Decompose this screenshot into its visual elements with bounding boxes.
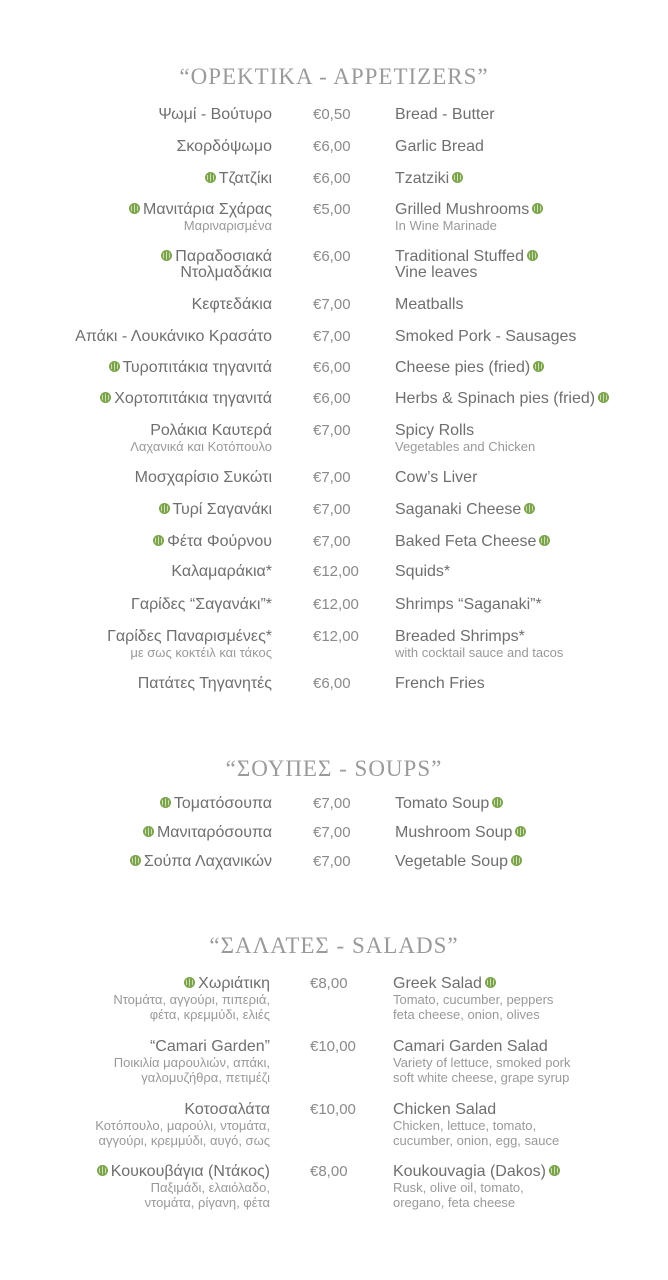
greek-name bbox=[75, 329, 272, 345]
english-name-line bbox=[395, 502, 538, 518]
greek-name-text: Απάκι - Λουκάνικο Κρασάτο bbox=[75, 328, 272, 345]
greek-description: ντομάτα, ρίγανη, φέτα bbox=[144, 1195, 270, 1210]
price: €7,00 bbox=[313, 469, 351, 486]
greek-description: με σως κοκτέιλ και τάκος bbox=[130, 645, 272, 660]
english-name-text: Shrimps “Saganaki”* bbox=[395, 596, 542, 613]
english-name-line bbox=[395, 265, 541, 281]
price: €6,00 bbox=[313, 248, 351, 265]
english-name bbox=[395, 249, 541, 281]
greek-description: Μαριναρισμένα bbox=[183, 218, 272, 233]
greek-name-text: Τυροπιτάκια τηγανιτά bbox=[122, 359, 272, 376]
english-name-line bbox=[393, 1102, 559, 1118]
greek-name-text: Μανιταρόσουπα bbox=[156, 824, 272, 841]
vegan-leaf-icon bbox=[153, 535, 164, 546]
english-name bbox=[393, 1164, 563, 1210]
english-name-text: Bread - Butter bbox=[395, 106, 495, 123]
greek-name bbox=[158, 107, 272, 123]
price: €0,50 bbox=[313, 106, 351, 123]
greek-name-line bbox=[131, 597, 272, 613]
price: €6,00 bbox=[313, 390, 351, 407]
english-name bbox=[395, 534, 553, 550]
price: €7,00 bbox=[313, 422, 351, 439]
english-description: Chicken, lettuce, tomato, bbox=[393, 1118, 537, 1133]
greek-name bbox=[157, 796, 272, 812]
price: €10,00 bbox=[310, 1038, 356, 1055]
greek-name-line bbox=[97, 391, 272, 407]
english-name-text: Spicy Rolls bbox=[395, 422, 475, 439]
english-name bbox=[395, 139, 484, 155]
english-name-line bbox=[393, 1039, 571, 1055]
greek-name-text: Κεφτεδάκια bbox=[191, 296, 272, 313]
english-description: cucumber, onion, egg, sauce bbox=[393, 1133, 560, 1148]
greek-name-text: Ψωμί - Βούτυρο bbox=[158, 106, 272, 123]
vegan-leaf-icon bbox=[130, 855, 141, 866]
english-name-line bbox=[395, 534, 553, 550]
greek-name-line bbox=[150, 534, 272, 550]
greek-name bbox=[127, 854, 272, 870]
english-name-text: Meatballs bbox=[395, 296, 464, 313]
greek-name bbox=[140, 825, 272, 841]
price: €7,00 bbox=[313, 501, 351, 518]
greek-name-text: Φέτα Φούρνου bbox=[167, 533, 272, 550]
greek-name-line bbox=[75, 329, 272, 345]
english-description: with cocktail sauce and tacos bbox=[395, 645, 564, 660]
english-name-line bbox=[395, 391, 612, 407]
greek-name-text: Σκορδόψωμο bbox=[176, 138, 272, 155]
greek-name-line bbox=[94, 1164, 270, 1180]
english-name-line bbox=[395, 597, 542, 613]
greek-name bbox=[131, 597, 272, 613]
english-name-text: Mushroom Soup bbox=[395, 824, 513, 841]
english-name-text: Camari Garden Salad bbox=[393, 1038, 548, 1055]
greek-name-text: Ντολμαδάκια bbox=[180, 264, 272, 281]
english-name-line bbox=[395, 249, 541, 265]
greek-name bbox=[94, 1164, 270, 1210]
english-name-text: Vegetable Soup bbox=[395, 853, 508, 870]
greek-name bbox=[95, 1102, 270, 1148]
greek-name bbox=[202, 171, 272, 187]
english-name bbox=[395, 391, 612, 407]
english-name bbox=[395, 597, 542, 613]
price: €10,00 bbox=[310, 1101, 356, 1118]
english-name-text: Breaded Shrimps* bbox=[395, 628, 525, 645]
english-description: In Wine Marinade bbox=[395, 218, 497, 233]
greek-description: Κοτόπουλο, μαρούλι, ντομάτα, bbox=[95, 1118, 270, 1133]
english-name-text: Cow’s Liver bbox=[395, 469, 478, 486]
english-name bbox=[395, 297, 463, 313]
english-name-text: Squids* bbox=[395, 563, 451, 580]
english-name-text: Tzatziki bbox=[395, 170, 450, 187]
greek-name-line bbox=[157, 796, 272, 812]
greek-name-text: Κοτοσαλάτα bbox=[184, 1101, 270, 1118]
price: €6,00 bbox=[313, 675, 351, 692]
greek-name bbox=[150, 534, 272, 550]
price: €8,00 bbox=[310, 975, 348, 992]
greek-name bbox=[171, 564, 272, 580]
vegan-leaf-icon bbox=[161, 250, 172, 261]
english-name bbox=[395, 423, 535, 454]
price: €6,00 bbox=[313, 138, 351, 155]
english-name-text: Greek Salad bbox=[393, 975, 482, 992]
english-name bbox=[393, 1102, 559, 1148]
vegan-leaf-icon bbox=[549, 1165, 560, 1176]
vegan-leaf-icon bbox=[452, 172, 463, 183]
greek-name-text: Τζατζίκι bbox=[218, 170, 272, 187]
section-title: “OPEKTIKA - APPETIZERS” bbox=[179, 64, 489, 89]
greek-name-text: Μοσχαρίσιο Συκώτι bbox=[134, 469, 272, 486]
english-name-line bbox=[395, 202, 546, 218]
price: €5,00 bbox=[313, 201, 351, 218]
english-name bbox=[395, 470, 477, 486]
english-name bbox=[395, 202, 546, 233]
greek-name bbox=[97, 391, 272, 407]
english-name bbox=[395, 107, 495, 123]
greek-description: Λαχανικά και Κοτόπουλο bbox=[130, 439, 272, 454]
english-name-line bbox=[395, 297, 463, 313]
greek-name-line bbox=[202, 171, 272, 187]
english-name-line bbox=[393, 976, 553, 992]
greek-name-line bbox=[113, 976, 270, 992]
greek-description: φέτα, κρεμμύδι, ελιές bbox=[149, 1007, 270, 1022]
greek-name-line bbox=[130, 423, 272, 439]
greek-description: γαλομυζήθρα, πετιμέζι bbox=[141, 1070, 270, 1085]
greek-description: Παξιμάδι, ελαιόλαδο, bbox=[150, 1180, 270, 1195]
english-name-line bbox=[395, 629, 563, 645]
english-name-line bbox=[395, 470, 477, 486]
price: €12,00 bbox=[313, 563, 359, 580]
greek-name bbox=[106, 360, 272, 376]
english-name-line bbox=[395, 676, 485, 692]
greek-name-line bbox=[127, 854, 272, 870]
vegan-leaf-icon bbox=[511, 855, 522, 866]
greek-name-text: Χωριάτικη bbox=[198, 975, 270, 992]
english-name-text: Garlic Bread bbox=[395, 138, 484, 155]
english-name-line bbox=[395, 139, 484, 155]
vegan-leaf-icon bbox=[598, 392, 609, 403]
greek-description: Ποικιλία μαρουλιών, απάκι, bbox=[113, 1055, 270, 1070]
english-name-text: Baked Feta Cheese bbox=[395, 533, 537, 550]
price: €7,00 bbox=[313, 533, 351, 550]
english-description: oregano, feta cheese bbox=[393, 1195, 516, 1210]
english-name bbox=[395, 796, 506, 812]
vegan-leaf-icon bbox=[205, 172, 216, 183]
greek-name-text: Καλαμαράκια* bbox=[171, 563, 272, 580]
greek-name bbox=[176, 139, 272, 155]
greek-name-line bbox=[114, 1039, 270, 1055]
english-name-text: Traditional Stuffed bbox=[395, 248, 524, 265]
greek-name bbox=[158, 249, 272, 281]
section-title: “ΣΑΛΑΤΕΣ - SALADS” bbox=[209, 933, 459, 958]
vegan-leaf-icon bbox=[515, 826, 526, 837]
english-name-text: Saganaki Cheese bbox=[395, 501, 522, 518]
greek-name-line bbox=[156, 502, 272, 518]
price: €12,00 bbox=[313, 596, 359, 613]
english-description: Tomato, cucumber, peppers bbox=[393, 992, 554, 1007]
english-name-line bbox=[395, 854, 525, 870]
english-name-line bbox=[395, 171, 466, 187]
greek-name bbox=[113, 976, 270, 1022]
greek-name-line bbox=[107, 629, 272, 645]
greek-name-text: Παραδοσιακά bbox=[175, 248, 272, 265]
english-name-text: Vine leaves bbox=[395, 264, 478, 281]
greek-description: Ντομάτα, αγγούρι, πιπεριά, bbox=[113, 992, 270, 1007]
price: €7,00 bbox=[313, 296, 351, 313]
price: €6,00 bbox=[313, 359, 351, 376]
english-name bbox=[395, 360, 547, 376]
greek-name bbox=[107, 629, 272, 660]
english-description: feta cheese, onion, olives bbox=[393, 1007, 540, 1022]
english-name-line bbox=[395, 107, 495, 123]
english-description: Vegetables and Chicken bbox=[395, 439, 536, 454]
english-name-text: Tomato Soup bbox=[395, 795, 490, 812]
price: €7,00 bbox=[313, 795, 351, 812]
vegan-leaf-icon bbox=[129, 203, 140, 214]
english-name bbox=[395, 329, 576, 345]
greek-name-text: Ρολάκια Καυτερά bbox=[150, 422, 272, 439]
vegan-leaf-icon bbox=[492, 797, 503, 808]
greek-name-text: Σούπα Λαχανικών bbox=[143, 853, 272, 870]
english-description: Variety of lettuce, smoked pork bbox=[393, 1055, 571, 1070]
english-name bbox=[395, 171, 466, 187]
greek-name-text: Μανιτάρια Σχάρας bbox=[143, 201, 272, 218]
vegan-leaf-icon bbox=[109, 361, 120, 372]
english-name-line bbox=[393, 1164, 563, 1180]
vegan-leaf-icon bbox=[160, 797, 171, 808]
greek-name-text: Κουκουβάγια (Ντάκος) bbox=[110, 1163, 270, 1180]
price: €7,00 bbox=[313, 328, 351, 345]
price: €6,00 bbox=[313, 170, 351, 187]
vegan-leaf-icon bbox=[533, 361, 544, 372]
price: €12,00 bbox=[313, 628, 359, 645]
english-name-text: Smoked Pork - Sausages bbox=[395, 328, 577, 345]
english-name-line bbox=[395, 796, 506, 812]
english-name bbox=[395, 676, 485, 692]
english-name-text: French Fries bbox=[395, 675, 485, 692]
english-name-line bbox=[395, 360, 547, 376]
vegan-leaf-icon bbox=[159, 503, 170, 514]
greek-name-line bbox=[138, 676, 272, 692]
greek-description: αγγούρι, κρεμμύδι, αυγό, σως bbox=[98, 1133, 270, 1148]
greek-name-text: Γαρίδες “Σαγανάκι”* bbox=[131, 596, 272, 613]
greek-name bbox=[156, 502, 272, 518]
english-name-line bbox=[395, 564, 450, 580]
english-name bbox=[395, 629, 563, 660]
greek-name-text: Γαρίδες Παναρισμένες* bbox=[107, 628, 272, 645]
vegan-leaf-icon bbox=[539, 535, 550, 546]
vegan-leaf-icon bbox=[524, 503, 535, 514]
english-name-line bbox=[395, 423, 535, 439]
greek-name-line bbox=[176, 139, 272, 155]
vegan-leaf-icon bbox=[143, 826, 154, 837]
english-name-text: Grilled Mushrooms bbox=[395, 201, 530, 218]
greek-name-text: Τυρί Σαγανάκι bbox=[172, 501, 272, 518]
greek-name-line bbox=[126, 202, 272, 218]
greek-name bbox=[130, 423, 272, 454]
english-name-text: Chicken Salad bbox=[393, 1101, 497, 1118]
greek-name-line bbox=[106, 360, 272, 376]
english-name-text: Herbs & Spinach pies (fried) bbox=[395, 390, 596, 407]
greek-name-text: Πατάτες Τηγανητές bbox=[137, 675, 272, 692]
greek-name-text: Χορτοπιτάκια τηγανιτά bbox=[114, 390, 272, 407]
greek-name bbox=[126, 202, 272, 233]
greek-name-text: Τοματόσουπα bbox=[173, 795, 272, 812]
greek-name bbox=[138, 676, 272, 692]
greek-name-line bbox=[158, 249, 272, 265]
price: €8,00 bbox=[310, 1163, 348, 1180]
greek-name bbox=[114, 1039, 270, 1085]
vegan-leaf-icon bbox=[485, 977, 496, 988]
greek-name bbox=[192, 297, 272, 313]
vegan-leaf-icon bbox=[532, 203, 543, 214]
english-name bbox=[395, 564, 450, 580]
english-name bbox=[395, 502, 538, 518]
greek-name-line bbox=[158, 107, 272, 123]
price: €7,00 bbox=[313, 824, 351, 841]
greek-name-line bbox=[135, 470, 272, 486]
greek-name-line bbox=[171, 564, 272, 580]
greek-name-text: “Camari Garden” bbox=[149, 1038, 270, 1055]
english-description: Rusk, olive oil, tomato, bbox=[393, 1180, 524, 1195]
greek-name-line bbox=[158, 265, 272, 281]
vegan-leaf-icon bbox=[184, 977, 195, 988]
vegan-leaf-icon bbox=[100, 392, 111, 403]
english-name bbox=[393, 1039, 571, 1085]
english-name-text: Cheese pies (fried) bbox=[395, 359, 531, 376]
greek-name-line bbox=[192, 297, 272, 313]
english-name bbox=[395, 825, 529, 841]
greek-name-line bbox=[95, 1102, 270, 1118]
english-name-line bbox=[395, 329, 576, 345]
english-name bbox=[395, 854, 525, 870]
english-name-line bbox=[395, 825, 529, 841]
price: €7,00 bbox=[313, 853, 351, 870]
section-title: “ΣΟΥΠΕΣ - SOUPS” bbox=[225, 756, 443, 781]
english-name bbox=[393, 976, 553, 1022]
english-description: soft white cheese, grape syrup bbox=[393, 1070, 570, 1085]
greek-name-line bbox=[140, 825, 272, 841]
greek-name bbox=[135, 470, 272, 486]
vegan-leaf-icon bbox=[97, 1165, 108, 1176]
vegan-leaf-icon bbox=[527, 250, 538, 261]
english-name-text: Koukouvagia (Dakos) bbox=[393, 1163, 546, 1180]
